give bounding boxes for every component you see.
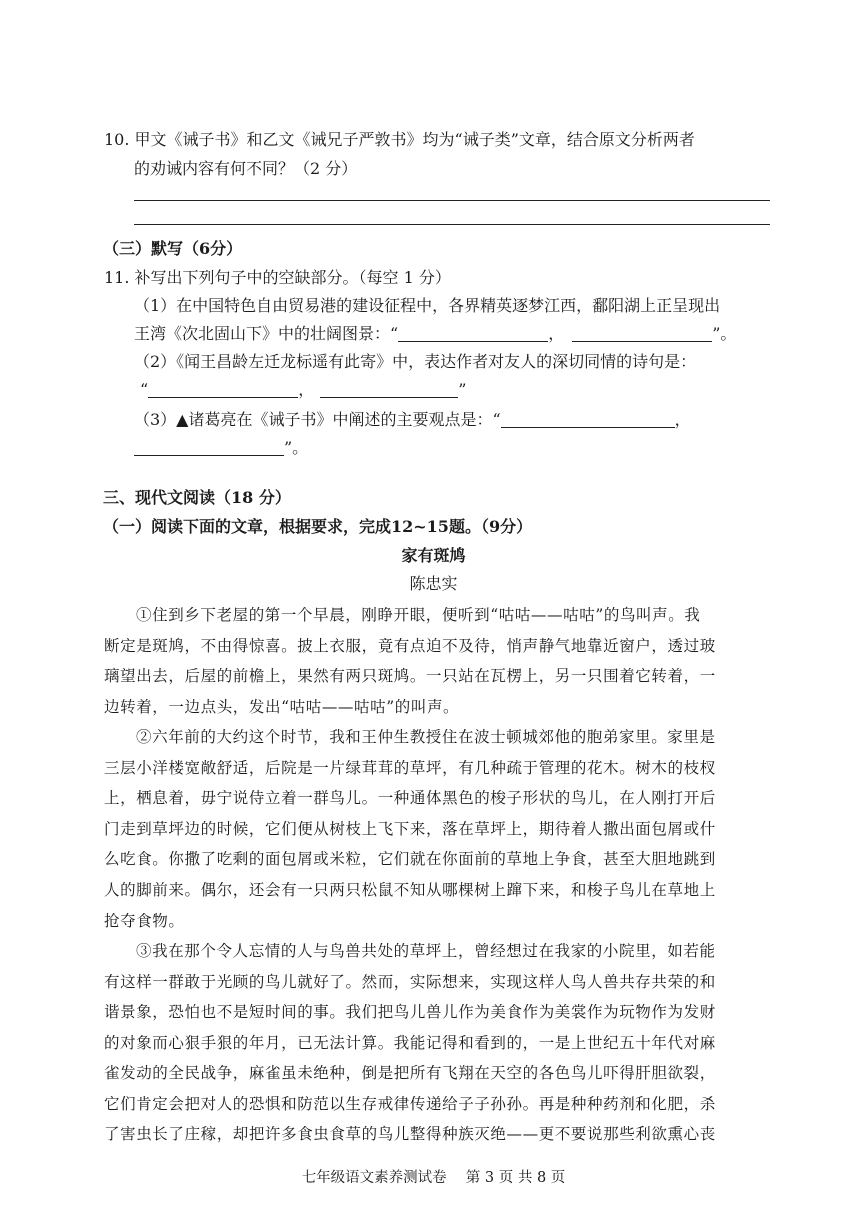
- q11-item1-prefix: 王湾《次北固山下》中的壮阔图景：“: [134, 324, 399, 343]
- q11-instruction: 11. 补写出下列句子中的空缺部分。（每空 1 分）: [104, 268, 451, 287]
- article-line: 它们肯定会把对人的恐惧和防范以生存戒律传递给子子孙孙。再是种种药剂和化肥，杀: [104, 1094, 716, 1113]
- article-author: 陈忠实: [409, 574, 458, 593]
- q11-item3-prefix: （3）▲诸葛亮在《诫子书》中阐述的主要观点是：“: [134, 410, 501, 429]
- article-line: 门走到草坪边的时候，它们便从树枝上飞下来，落在草坪上，期待着人撒出面包屑或什: [104, 819, 716, 838]
- article-line: 断定是斑鸠，不由得惊喜。披上衣服，竟有点迫不及待，悄声静气地靠近窗户，透过玻: [104, 636, 716, 655]
- q11-item1-line1: （1）在中国特色自由贸易港的建设征程中，各界精英逐梦江西，鄱阳湖上正呈现出: [134, 296, 721, 315]
- article-line: 人的脚前来。偶尔，还会有一只两只松鼠不知从哪棵树上蹿下来，和梭子鸟儿在草地上: [104, 880, 716, 899]
- article-line: 有这样一群敢于光顾的鸟儿就好了。然而，实际想来，实现这样人鸟人兽共存共荣的和: [104, 972, 716, 991]
- blank-3-2[interactable]: [134, 439, 284, 456]
- blank-3-1[interactable]: [501, 411, 675, 428]
- article-line: 璃望出去，后屋的前檐上，果然有两只斑鸠。一只站在瓦楞上，另一只围着它转着，一: [104, 667, 716, 686]
- q11-item3-line2: [134, 435, 308, 458]
- blank-1-1[interactable]: [398, 325, 548, 342]
- article-line: 了害虫长了庄稼，却把许多食虫食草的鸟儿整得种族灭绝——更不要说那些利欲熏心丧: [104, 1125, 716, 1144]
- separator: ，: [298, 380, 315, 399]
- article-title: 家有斑鸠: [401, 546, 466, 565]
- article-line: 三层小洋楼宽敞舒适，后院是一片绿茸茸的草坪，有几种疏于管理的花木。树木的枝杈: [104, 758, 716, 777]
- article-line: ①住到乡下老屋的第一个早晨，刚睁开眼，便听到“咕咕——咕咕”的鸟叫声。我: [136, 606, 701, 624]
- page-footer: 七年级语文素养测试卷 第 3 页 共 8 页: [301, 1170, 566, 1186]
- article-line: 边转着，一边点头，发出“咕咕——咕咕”的叫声。: [104, 697, 460, 716]
- blank-2-1[interactable]: [148, 381, 298, 398]
- separator: ，: [548, 324, 565, 343]
- section-dictation-heading: （三）默写（6分）: [103, 239, 243, 258]
- q10-line1: 10. 甲文《诫子书》和乙文《诫兄子严敦书》均为“诫子类”文章，结合原文分析两者: [104, 130, 695, 149]
- open-quote: “: [140, 380, 149, 399]
- q10-line2: 的劝诫内容有何不同？（2 分）: [134, 159, 358, 178]
- blank-1-2[interactable]: [572, 325, 712, 342]
- article-line: 谐景象，恐怕也不是短时间的事。我们把鸟儿兽儿作为美食作为美裳作为玩物作为发财: [104, 1003, 716, 1022]
- answer-line-1[interactable]: [134, 200, 770, 201]
- article-line: 抢夺食物。: [104, 911, 185, 930]
- article-line: 雀发动的全民战争，麻雀虽未绝种，倒是把所有飞翔在天空的各色鸟儿吓得肝胆欲裂，: [104, 1064, 716, 1083]
- separator: ，: [674, 410, 691, 429]
- blank-2-2[interactable]: [320, 381, 458, 398]
- article-line: ②六年前的大约这个时节，我和王仲生教授住在波士顿城郊他的胞弟家里。家里是: [136, 728, 716, 747]
- article-line: ③我在那个令人忘情的人与鸟兽共处的草坪上，曾经想过在我家的小院里，如若能: [136, 942, 716, 961]
- part3-heading: 三、现代文阅读（18 分）: [103, 488, 291, 507]
- q11-item1-line2: [134, 321, 736, 344]
- article-line: 么吃食。你撒了吃剩的面包屑或米粒，它们就在你面前的草地上争食，甚至大胆地跳到: [104, 850, 716, 869]
- q11-item2-line1: （2）《闻王昌龄左迁龙标遥有此寄》中，表达作者对友人的深切同情的诗句是：: [134, 352, 697, 371]
- part3-subheading: （一）阅读下面的文章，根据要求，完成12~15题。（9分）: [103, 517, 533, 536]
- q11-item3-line1: [134, 407, 691, 430]
- answer-line-2[interactable]: [134, 224, 770, 225]
- article-line: 的对象而心狠手狠的年月，已无法计算。我能记得和看到的，一是上世纪五十年代对麻: [104, 1033, 716, 1052]
- q11-item2-line2: [140, 377, 466, 400]
- close-quote: ”: [458, 380, 467, 399]
- close-quote: ”。: [284, 438, 309, 457]
- article-line: 上，栖息着，毋宁说侍立着一群鸟儿。一种通体黑色的梭子形状的鸟儿，在人刚打开后: [104, 789, 716, 808]
- close-quote: ”。: [712, 324, 737, 343]
